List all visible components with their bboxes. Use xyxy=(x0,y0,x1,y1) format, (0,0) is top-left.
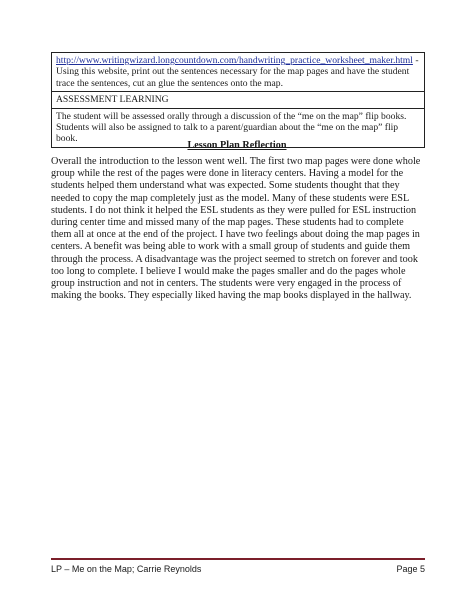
assessment-text: The student will be assessed orally through a discussion of the “me on the map” flip books. Students will also be assigned to talk to a parent/guardian about the “me on the map” flip book. xyxy=(56,110,407,145)
footer-title: LP – Me on the Map; Carrie Reynolds xyxy=(51,564,202,574)
page-number: Page 5 xyxy=(396,564,425,574)
assessment-header: ASSESSMENT LEARNING xyxy=(56,94,169,106)
footer-rule xyxy=(51,558,425,560)
reflection-body: Overall the introduction to the lesson went well. The first two map pages were done whole group while the rest of the pages were done in literacy centers. Having a model for the students helped them understand what was expected. Some students thought that they needed to copy the map completely just as the model. Many of these students were ESL students. I do not think it helped the ESL students as they were pulled for ESL instruction during center time and missed many of the map pages. These students had to complete them all at once at the end of the project. I have two feelings about doing the map pages in centers. A benefit was being able to work with a small group of students and guide them through the process. A disadvantage was the project seemed to stretch on forever and took too long to complete. I believe I would make the pages smaller and do the pages whole group instruction and not in centers. The students were very engaged in the process of making the books. They especially liked having the map books displayed in the hallway. xyxy=(51,156,421,302)
assessment-header-cell xyxy=(52,91,424,107)
reflection-title: Lesson Plan Reflection xyxy=(187,140,287,151)
lesson-plan-table xyxy=(51,52,425,148)
resource-instructions: - Using this website, print out the sentences necessary for the map pages and have the student trace the sentences, cut an glue the sentences onto the map. xyxy=(56,55,419,89)
resource-cell xyxy=(52,53,424,91)
resource-link[interactable]: http://www.writingwizard.longcountdown.com/handwriting_practice_worksheet_maker.html xyxy=(56,55,413,66)
